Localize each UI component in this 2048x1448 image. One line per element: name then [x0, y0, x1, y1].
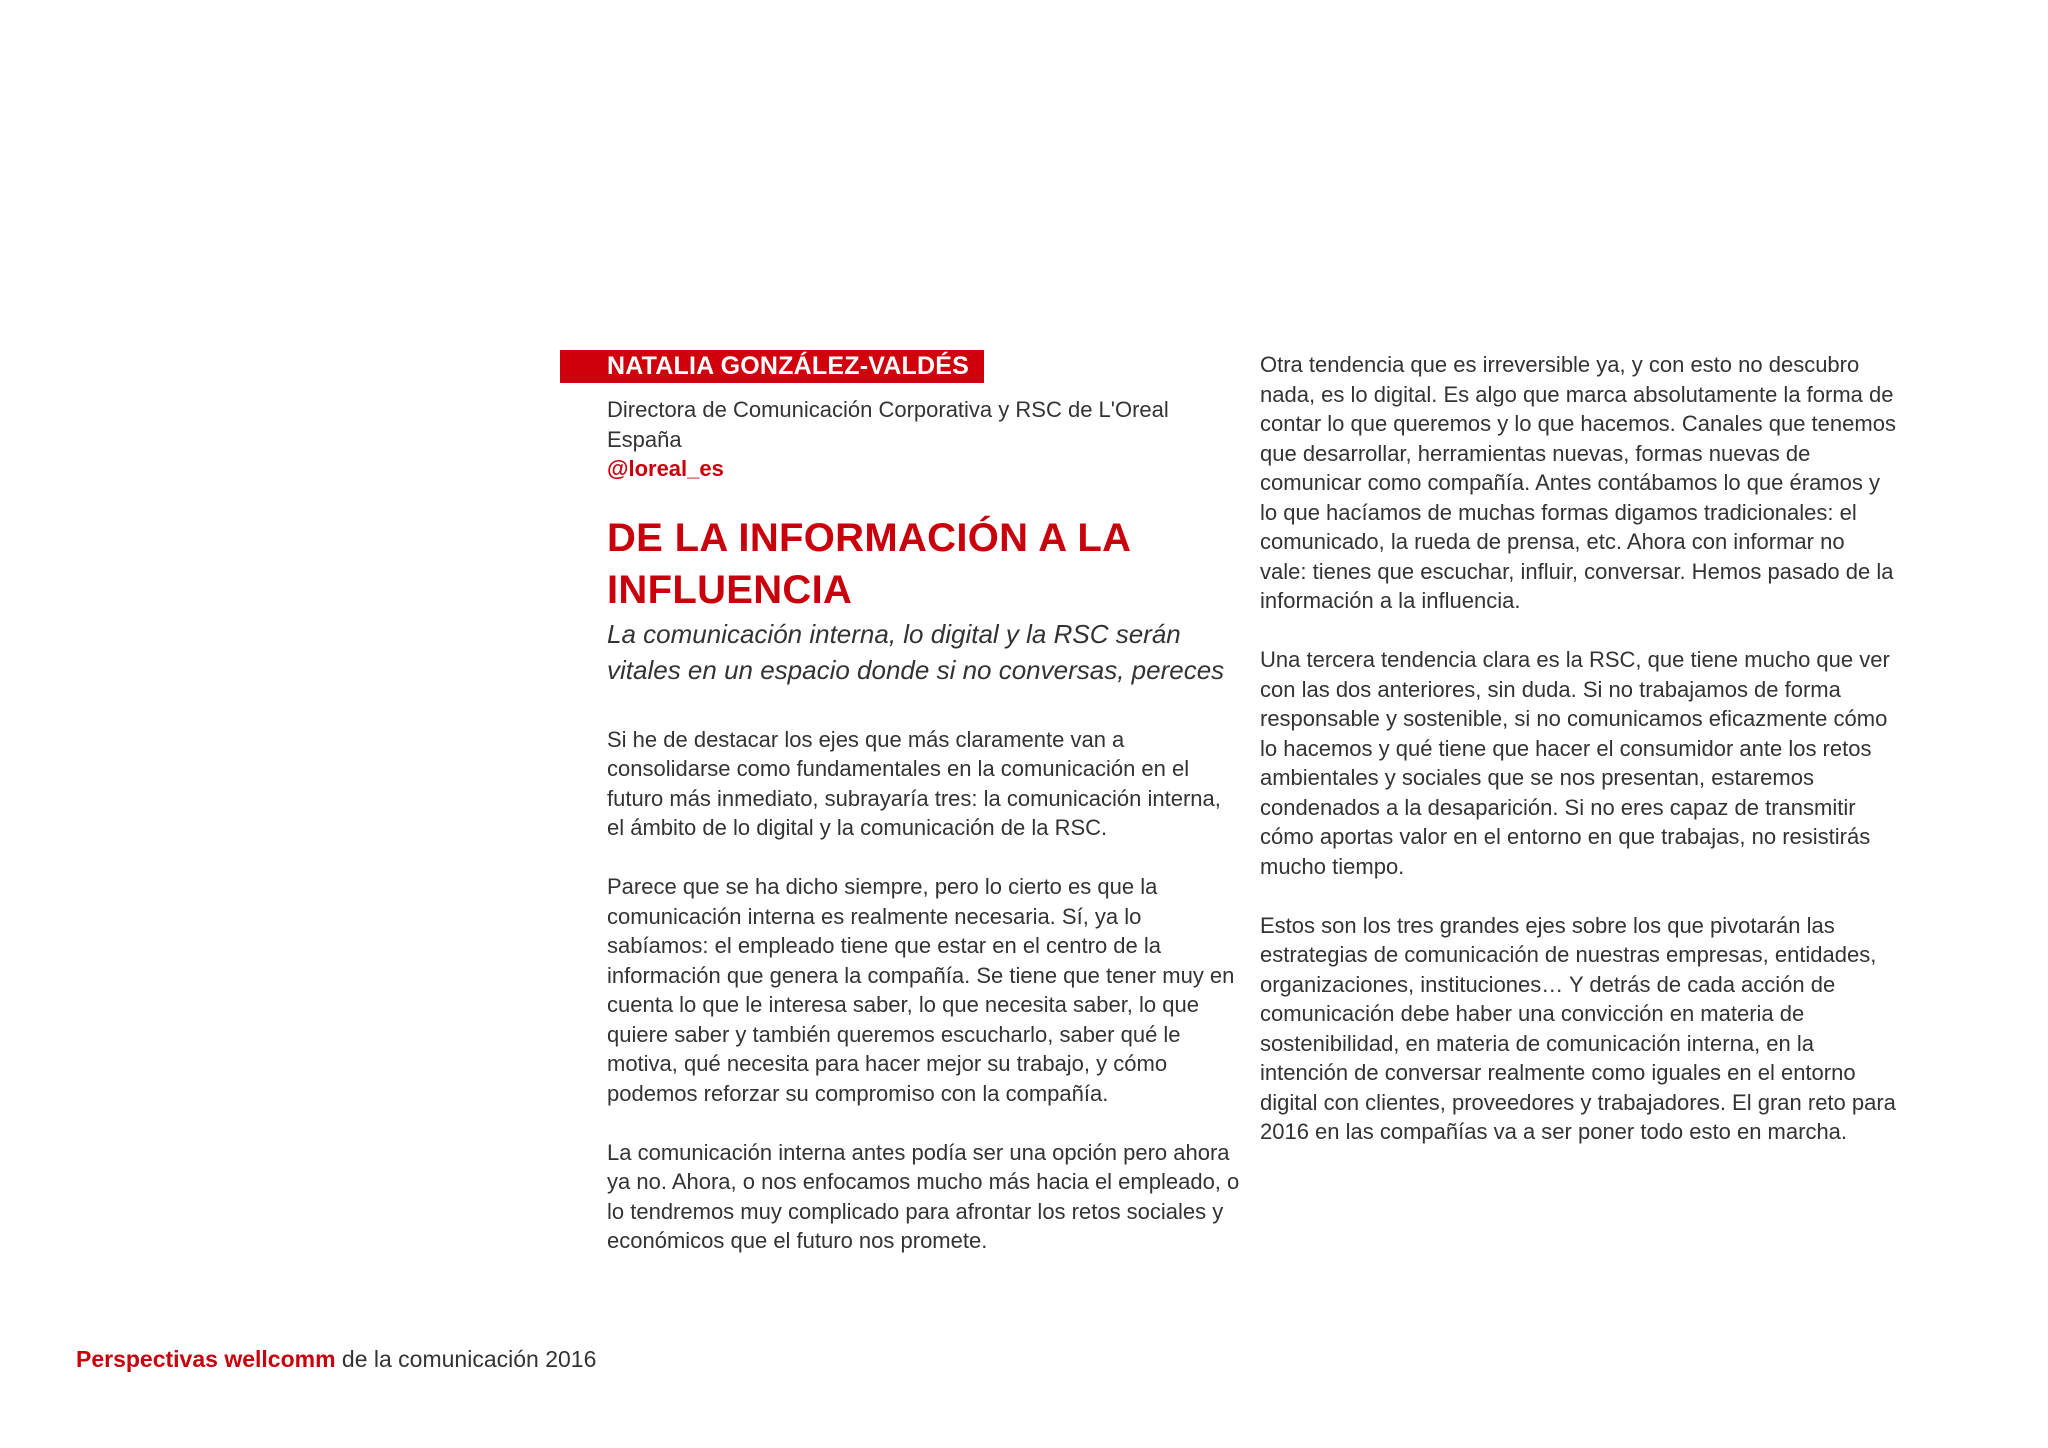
article-subheadline: La comunicación interna, lo digital y la RSC serán vitales en un espacio donde si no conversas, pereces [607, 618, 1225, 685]
article-paragraph: Otra tendencia que es irreversible ya, y con esto no descubro nada, es lo digital. Es algo que marca absolutamente la forma de contar lo que queremos y lo que hacemos. Canales que tenemos que desarrollar, herramientas nuevas, formas nuevas de comunicar como compañía. Antes contábamos lo que éramos y lo que hacíamos de muchas formas digamos tradicionales: el comunicado, la rueda de prensa, etc. Ahora con informar no vale: tienes que escuchar, influir, conversar. Hemos pasado de la información a la influencia. [1260, 352, 1896, 613]
author-name: NATALIA GONZÁLEZ-VALDÉS [607, 352, 969, 380]
article-paragraph: Si he de destacar los ejes que más claramente van a consolidarse como fundamentales en la comunicación en el futuro más inmediato, subrayaría tres: la comunicación interna, el ámbito de lo digital y la comunicación de la RSC. [607, 726, 1221, 840]
footer-brand: Perspectivas wellcomm [76, 1346, 336, 1372]
author-role: Directora de Comunicación Corporativa y RSC de L'Oreal España [607, 397, 1169, 452]
article-paragraph: Parece que se ha dicho siempre, pero lo cierto es que la comunicación interna es realmente necesaria. Sí, ya lo sabíamos: el empleado tiene que estar en el centro de la información que genera la compañía. Se tiene que tener muy en cuenta lo que le interesa saber, lo que necesita saber, lo que quiere saber y también queremos escucharlo, saber qué le motiva, qué necesita para hacer mejor su trabajo, y cómo podemos reforzar su compromiso con la compañía. [607, 874, 1235, 1106]
article-paragraph: Una tercera tendencia clara es la RSC, que tiene mucho que ver con las dos anteriores, sin duda. Si no trabajamos de forma responsable y sostenible, si no comunicamos eficazmente cómo lo hacemos y qué tiene que hacer el consumidor ante los retos ambientales y sociales que se nos presentan, estaremos condenados a la desaparición. Si no eres capaz de transmitir cómo aportas valor en el entorno en que trabajas, no resistirás mucho tiempo. [1260, 647, 1890, 879]
author-handle[interactable]: @loreal_es [607, 456, 724, 481]
article-paragraph: Estos son los tres grandes ejes sobre los que pivotarán las estrategias de comunicación de nuestras empresas, entidades, organizaciones, instituciones… Y detrás de cada acción de comunicación debe haber una convicción en materia de sostenibilidad, en materia de comunicación interna, en la intención de conversar realmente como iguales en el entorno digital con clientes, proveedores y trabajadores. El gran reto para 2016 en las compañías va a ser poner todo esto en marcha. [1260, 912, 1896, 1144]
footer-text: de la comunicación 2016 [335, 1346, 597, 1372]
right-column [1260, 350, 1896, 1176]
article-paragraph: La comunicación interna antes podía ser una opción pero ahora ya no. Ahora, o nos enfocamos mucho más hacia el empleado, o lo tendremos muy complicado para afrontar los retos sociales y económicos que el futuro nos promete. [607, 1139, 1240, 1253]
left-column [607, 350, 1243, 1285]
page-footer [76, 1344, 596, 1374]
article-headline: DE LA INFORMACIÓN A LA INFLUENCIA [607, 515, 1130, 612]
